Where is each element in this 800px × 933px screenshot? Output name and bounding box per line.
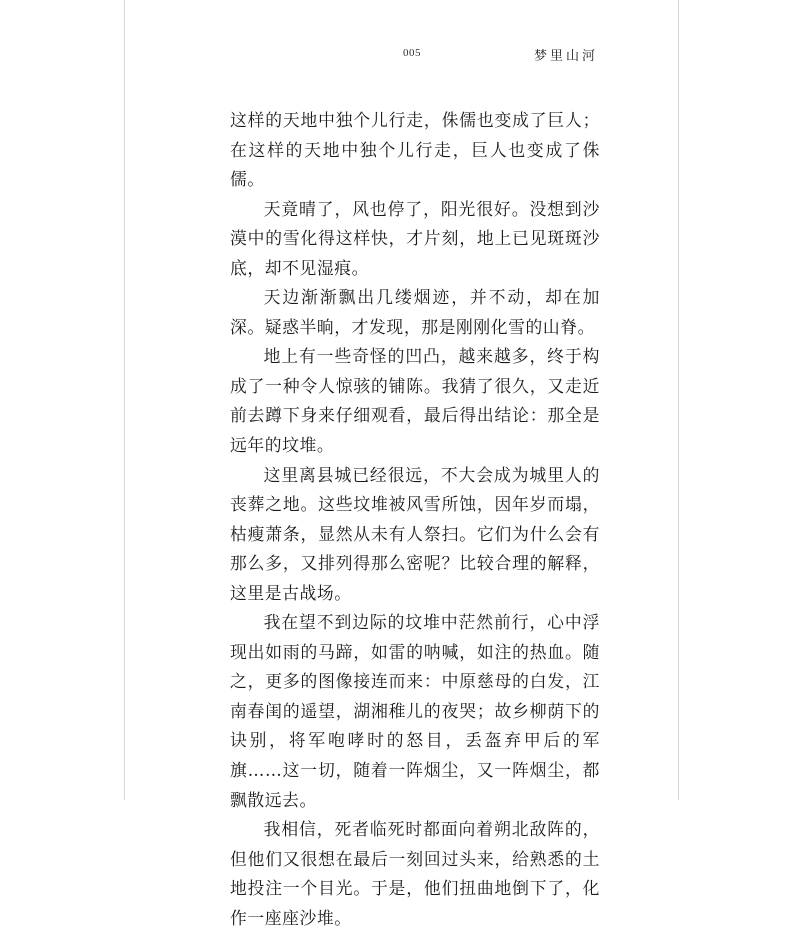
paragraph: 地上有一些奇怪的凹凸，越来越多，终于构成了一种令人惊骇的铺陈。我猜了很久，又走近前去蹲下身来仔细观看，最后得出结论：那全是远年的坟堆。: [230, 346, 600, 456]
paragraph: 这里离县城已经很远，不大会成为城里人的丧葬之地。这些坟堆被风雪所蚀，因年岁而塌，枯瘦萧条，显然从未有人祭扫。它们为什么会有那么多，又排列得那么密呢？比较合理的解释，这里是古战场。: [230, 464, 600, 603]
page-number: 005: [403, 47, 421, 59]
paragraph: 我相信，死者临死时都面向着朔北敌阵的，但他们又很想在最后一刻回过头来，给熟悉的土地投注一个目光。于是，他们扭曲地倒下了，化作一座座沙堆。: [230, 819, 600, 928]
running-title: 梦里山河: [534, 49, 599, 64]
paragraph-continued: 这样的天地中独个儿行走，侏儒也变成了巨人；在这样的天地中独个儿行走，巨人也变成了侏儒。: [230, 110, 600, 190]
book-page: [124, 0, 679, 928]
paragraph: 天边渐渐飘出几缕烟迹，并不动，却在加深。疑惑半晌，才发现，那是刚刚化雪的山脊。: [230, 287, 600, 337]
paragraph: 天竟晴了，风也停了，阳光很好。没想到沙漠中的雪化得这样快，才片刻，地上已见斑斑沙底，却不见湿痕。: [230, 198, 600, 278]
paragraph: 我在望不到边际的坟堆中茫然前行，心中浮现出如雨的马蹄，如雷的呐喊，如注的热血。随之，更多的图像接连而来：中原慈母的白发，江南春闺的遥望，湖湘稚儿的夜哭；故乡柳荫下的诀别，将军咆哮时的怒目，丢盔弃甲后的军旗……这一切，随着一阵烟尘，又一阵烟尘，都飘散远去。: [230, 612, 600, 810]
body-text: [230, 106, 600, 933]
